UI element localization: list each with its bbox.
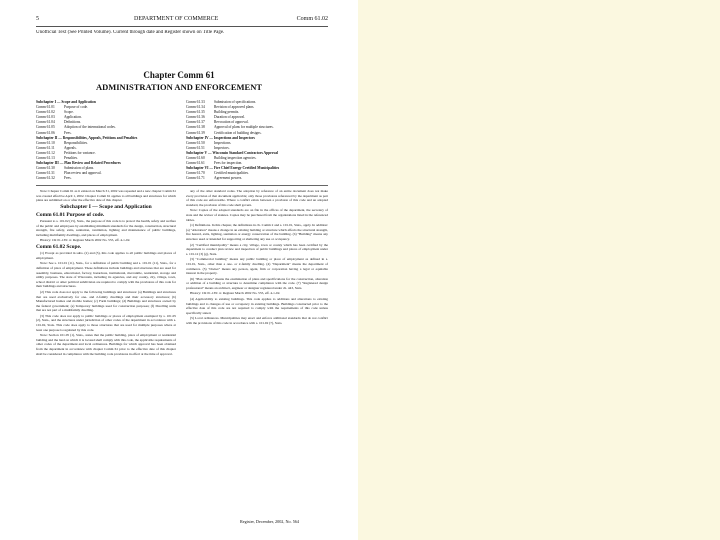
toc-section-number: Comm 61.02 — [36, 110, 55, 115]
toc-section-title: Duration of approval. — [214, 115, 246, 120]
toc-section-number: Comm 61.50 — [186, 140, 205, 145]
toc-subchapter-text: Subchapter III — Plan Review and Related Procedures — [36, 161, 121, 166]
toc-section-title: Adoption of the international codes. — [64, 125, 116, 130]
toc-section-number: Comm 61.33 — [186, 100, 205, 104]
toc-section-title: Submission of specifications. — [214, 100, 257, 104]
page-number: 5 — [36, 16, 39, 22]
toc-section-title: Scope. — [64, 110, 74, 115]
document-page — [0, 0, 358, 540]
toc-section-number: Comm 61.71 — [186, 176, 205, 181]
toc-entry — [36, 176, 176, 181]
chapter-name: ADMINISTRATION AND ENFORCEMENT — [95, 82, 263, 92]
toc-section-title: Plan review and approval. — [64, 171, 102, 176]
section-heading: Comm 61.02 Scope. — [36, 243, 82, 250]
body-paragraph: Note: See s. 101.01 (11), Stats., for a definition of public building and s. 101.01 (11), Stats., for a definition of place of employment. These definitions include buildings and structures that are used for assembly, business, educational, factory, hazardous, institutional, mercantile, residential, storage and utility purposes. The state of Wisconsin, including its agencies, and any county, city, village, town, school district or other political subdivision are required to comply with the provisions of this code for their buildings and structures. — [36, 261, 176, 289]
toc-section-title: Application. — [64, 115, 82, 120]
toc-entry — [186, 176, 328, 181]
toc-subchapter-text: Subchapter VI — Fire Chief Energy Certified Municipalities — [186, 166, 280, 171]
toc-section-title: Fees for inspection. — [214, 161, 243, 166]
toc-section-number: Comm 61.31 — [36, 171, 55, 176]
toc-section-number: Comm 61.37 — [186, 120, 205, 125]
toc-section-title: Building inspection agencies. — [214, 156, 257, 161]
toc-section-number: Comm 61.05 — [36, 125, 55, 130]
body-paragraph: History: CR 01-139: cr. Register March 2002 No. 555, eff. 4-1-02. — [190, 291, 281, 296]
toc-section-number: Comm 61.01 — [36, 105, 55, 110]
unofficial-text-note: Unofficial Text (See Printed Volume). Current through date and Register shown on Title Page. — [36, 30, 225, 35]
register-footer: Register, December, 2002, No. 564 — [240, 519, 299, 524]
chapter-title: Chapter Comm 61 — [143, 70, 215, 80]
body-paragraph: Note: Chapter Comm 61 as it existed on March 31, 2002 was repealed and a new chapter Comm 61 was created effective April 1, 2002. Chapter Comm 61 applies to all buildings and structures for which plans are submitted on or after the effective date of this chapter. — [36, 189, 176, 203]
toc-section-number: Comm 61.35 — [186, 110, 205, 115]
toc-section-number: Comm 61.34 — [186, 105, 205, 110]
toc-section-title: Building permits. — [214, 110, 240, 115]
toc-section-number: Comm 61.70 — [186, 171, 205, 176]
department-heading: DEPARTMENT OF COMMERCE — [134, 16, 219, 22]
body-paragraph: (3) This code does not apply to public buildings or places of employment exempted by s. 101.05 (2), Stats., and the structures under jurisdiction of other codes of the department in accordance with s. 101.02, Stats. This code does apply to those structures that are used for multiple purposes where at least one purpose is regulated by this code. — [36, 313, 176, 332]
toc-section-title: Definitions. — [64, 120, 82, 125]
toc-section-title: Fees. — [64, 176, 72, 181]
toc-section-number: Comm 61.06 — [36, 130, 55, 135]
header-rule — [36, 26, 328, 27]
contents-rule — [36, 185, 328, 186]
body-paragraph: any of the other standard codes. The adoption by reference of an entire document does not make every provision of that document applicable; only those provisions referenced by the department as part of this code are enforceable. Where a conflict exists between a provision of this code and an adopted standard, the provision of this code shall govern. — [186, 189, 328, 207]
toc-section-title: Fees. — [64, 130, 72, 135]
background-panel — [358, 0, 720, 540]
toc-section-title: Inspectors. — [214, 145, 230, 150]
body-paragraph: (6) "Plan review" means the examination of plans and specifications for the construction, alteration or addition of a building or structure to determine compliance with the code. (7) "Registered design professional" means an architect, engineer or designer registered under ch. 443, Stats. — [186, 276, 328, 290]
toc-section-title: Revocation of approval. — [214, 120, 249, 125]
body-paragraph: (1) Definitions. In this chapter, the definitions in ch. Comm 2 and s. 101.01, Stats., apply. In addition: (a) "Alteration" means a change in an existing building or structure which affects the structural strength, fire hazard, exits, lighting, sanitation or energy conservation of the building. (b) "Building" means any structure used or intended for supporting or sheltering any use or occupancy. — [186, 223, 328, 241]
subchapter-heading: Subchapter I — Scope and Application — [60, 203, 152, 210]
body-paragraph: Note: Copies of the adopted standards are on file in the offices of the department, the secretary of state and the revisor of statutes. Copies may be purchased from the organizations listed in the referenced tables. — [186, 208, 328, 222]
toc-section-number: Comm 61.60 — [186, 156, 205, 161]
section-reference: Comm 61.02 — [296, 16, 328, 22]
toc-section-number: Comm 61.39 — [186, 130, 205, 135]
toc-section-title: Petitions for variance. — [64, 150, 96, 155]
table-of-contents-right — [186, 100, 328, 182]
toc-section-title: Approval of plans for multiple structures. — [214, 125, 274, 130]
toc-section-title: Revision of approved plans. — [214, 105, 255, 110]
toc-section-number: Comm 61.13 — [36, 156, 55, 161]
toc-section-title: Certification of building designs. — [214, 130, 262, 135]
toc-subchapter-text: Subchapter II — Responsibilities, Appeals, Petitions and Penalties — [36, 135, 138, 140]
toc-section-title: Submission of plans. — [64, 166, 95, 171]
toc-subchapter-text: Subchapter IV — Inspections and Inspectors — [186, 135, 255, 140]
toc-section-title: Purpose of code. — [64, 105, 89, 110]
toc-section-number: Comm 61.04 — [36, 120, 55, 125]
running-header — [36, 16, 328, 26]
toc-section-number: Comm 61.61 — [186, 161, 205, 166]
toc-section-number: Comm 61.30 — [36, 166, 55, 171]
section-heading: Comm 61.01 Purpose of code. — [36, 211, 105, 218]
body-paragraph: (3) "Commercial building" means any public building or place of employment as defined in s. 101.01, Stats., other than a one- or 2-family dwelling. (4) "Department" means the department of commerce. (5) "Owner" means any person, agent, firm or corporation having a legal or equitable interest in the property. — [186, 257, 328, 276]
toc-section-title: Appeals. — [64, 145, 77, 150]
body-paragraph: History: CR 01-139: cr. Register March 2002 No. 555, eff. 4-1-02. — [40, 238, 131, 243]
toc-section-number: Comm 61.10 — [36, 140, 55, 145]
body-paragraph: Note: Section 101.05 (1), Stats., states that the public building, place of employment or residential building and the land on which it is located shall comply with this code, the applicable requirements of other codes of the department and local ordinances. Buildings for which approval has been obtained from the department in accordance with chapter Comm 61 prior to the effective date of this chapter shall be considered in compliance with the building code provisions in effect at the time of approval. — [36, 333, 176, 356]
table-of-contents-left — [36, 100, 176, 182]
body-paragraph: (5) Local ordinances. Municipalities may enact and enforce additional standards that do not conflict with the provisions of this code in accordance with s. 101.02 (7), Stats. — [186, 316, 328, 326]
body-paragraph: (2) This code does not apply to the following buildings and structures: (a) Buildings and structures that are used exclusively for one- and 2-family dwellings and their accessory structures; (b) Manufactured homes and mobile homes; (c) Farm buildings; (d) Buildings and structures owned by the federal government; (e) Temporary buildings used for construction purposes; (f) Dwelling units that are not part of a multifamily dwelling. — [36, 289, 176, 313]
toc-section-title: Responsibilities. — [64, 140, 88, 145]
body-paragraph: (4) Applicability to existing buildings. This code applies to additions and alterations to existing buildings and to changes of use or occupancy in existing buildings. Buildings constructed prior to the effective date of this code are not required to comply with the requirements of this code unless specifically stated. — [186, 297, 328, 315]
toc-section-number: Comm 61.51 — [186, 145, 205, 150]
toc-section-title: Certified municipalities. — [214, 171, 249, 176]
toc-section-number: Comm 61.11 — [36, 145, 55, 150]
toc-section-number: Comm 61.38 — [186, 125, 205, 130]
body-paragraph: (1) Except as provided in subs. (2) and (3), this code applies to all public buildings and places of employment. — [36, 251, 176, 260]
toc-section-title: Penalties. — [64, 156, 78, 161]
toc-section-number: Comm 61.32 — [36, 176, 55, 181]
body-paragraph: (2) "Certified municipality" means a city, village, town or county which has been certified by the department to conduct plan review and inspection of public buildings and places of employment under s. 101.12 (3) (g), Stats. — [186, 242, 328, 256]
body-column-left — [36, 189, 176, 533]
toc-section-title: Agreement powers. — [214, 176, 243, 181]
toc-section-title: Inspections. — [214, 140, 232, 145]
body-paragraph: Pursuant to s. 101.02 (15), Stats., the purpose of this code is to protect the health, safety and welfare of the public and employees by establishing minimum standards for the design, construction, structural strength, fire safety, exits, sanitation, ventilation, lighting and maintenance of public buildings, including multifamily dwellings, and places of employment. — [36, 218, 176, 237]
body-column-right — [186, 189, 328, 509]
toc-section-number: Comm 61.12 — [36, 150, 55, 155]
toc-section-number: Comm 61.03 — [36, 115, 55, 120]
toc-subchapter-text: Subchapter I — Scope and Application — [36, 100, 96, 104]
toc-section-number: Comm 61.36 — [186, 115, 205, 120]
toc-subchapter-text: Subchapter V — Wisconsin Standard Contractors Approval — [186, 150, 279, 155]
